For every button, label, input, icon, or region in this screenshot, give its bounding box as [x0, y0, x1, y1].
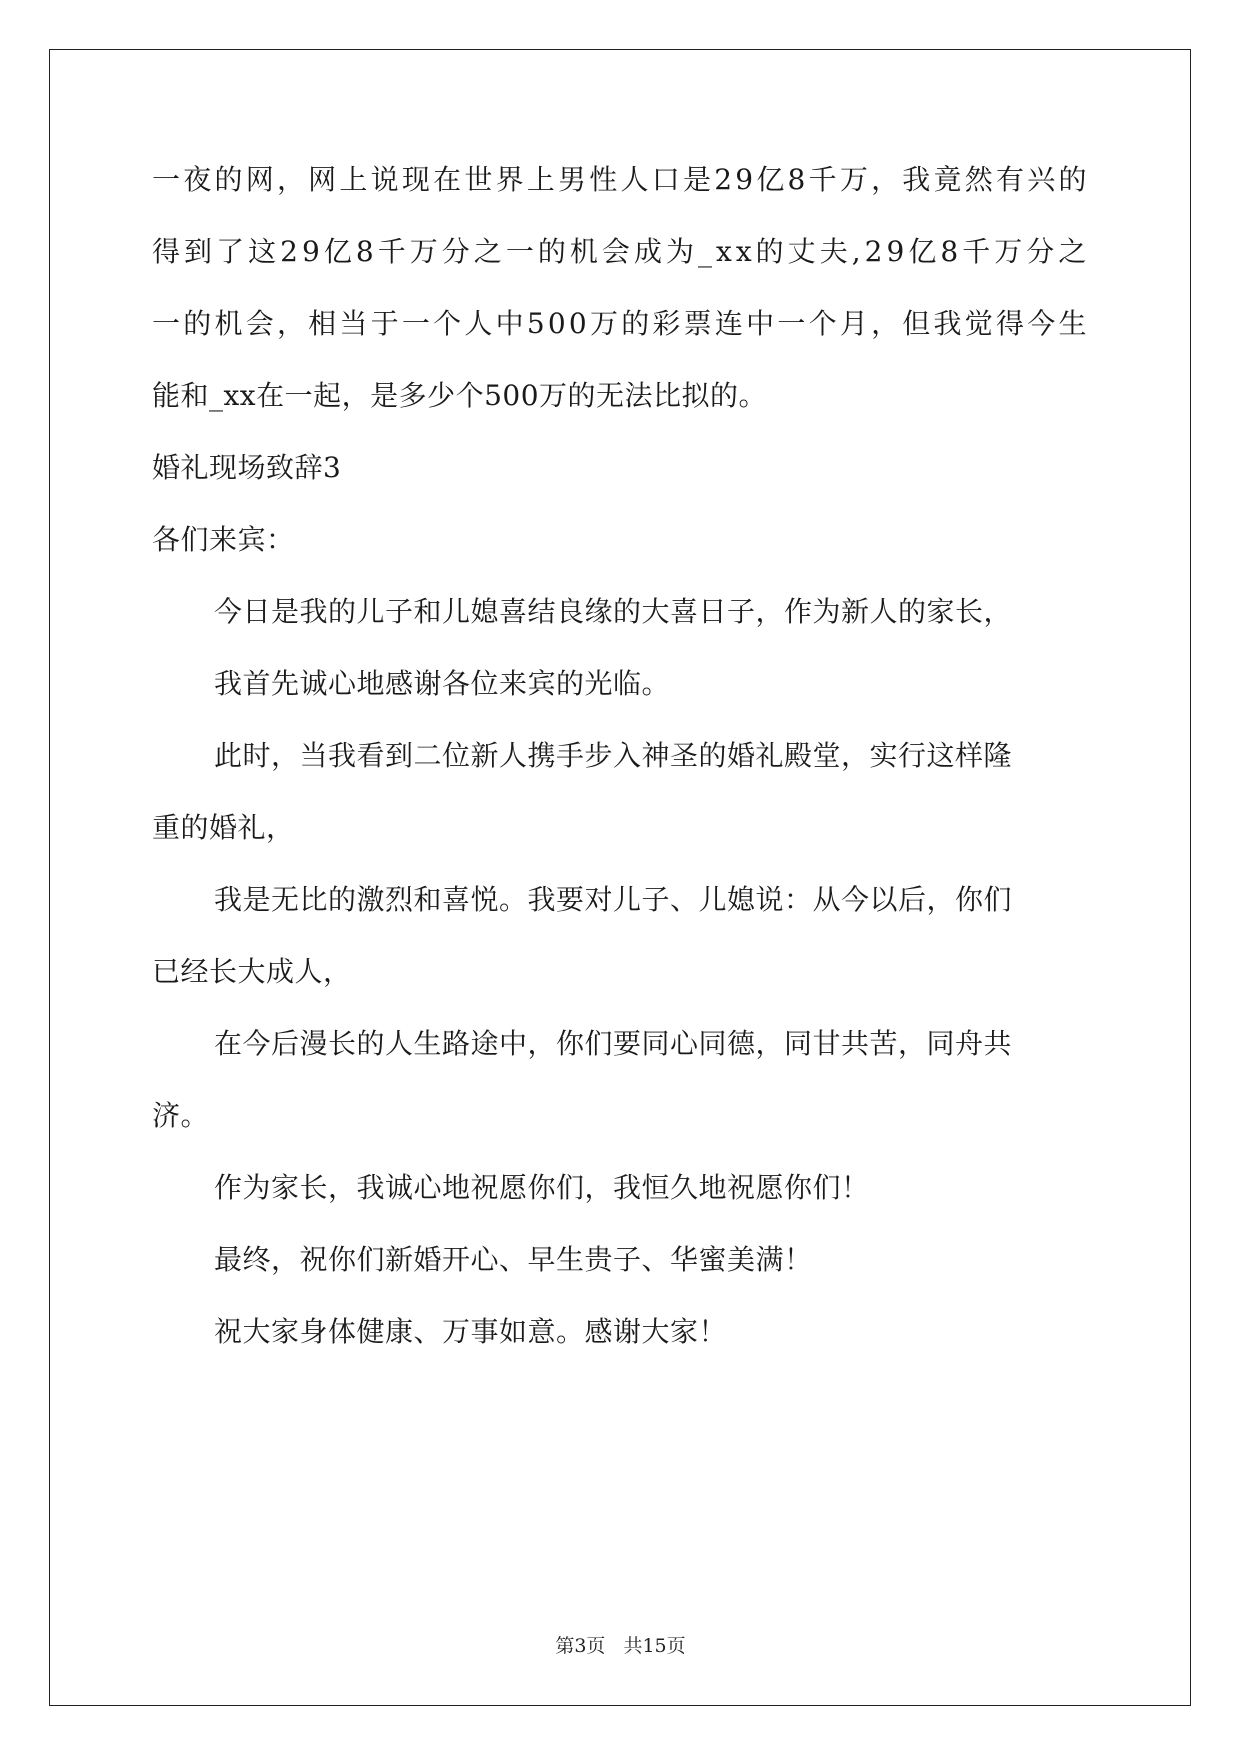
body-line: 济。: [152, 1099, 210, 1132]
body-line: 重的婚礼，: [152, 811, 295, 844]
section-title: 婚礼现场致辞3: [152, 451, 342, 484]
body-line: 今日是我的儿子和儿媳喜结良缘的大喜日子，作为新人的家长，: [214, 595, 1013, 628]
body-line: 此时，当我看到二位新人携手步入神圣的婚礼殿堂，实行这样隆: [214, 739, 1013, 772]
paragraph-line: 一 夜 的 网 ， 网 上 说 现 在 世 界 上 男 性 人 口 是 2 9 亿 8 千 万 ， 我 竟 然 有 兴 的: [152, 163, 1087, 196]
page-footer: [0, 1634, 1241, 1658]
page-number: 第3页: [555, 1635, 606, 1657]
paragraph-line: 一 的 机 会 ， 相 当 于 一 个 人 中 5 0 0 万 的 彩 票 连 中 一 个 月 ， 但 我 觉 得 今 生: [152, 307, 1087, 340]
body-line: 我首先诚心地感谢各位来宾的光临。: [214, 667, 671, 700]
body-line: 已经长大成人，: [152, 955, 352, 988]
body-line: 作为家长，我诚心地祝愿你们，我恒久地祝愿你们！: [214, 1171, 870, 1204]
paragraph-line: 得 到 了 这 2 9 亿 8 千 万 分 之 一 的 机 会 成 为 _ x x 的 丈 夫 , 2 9 亿 8 千 万 分 之: [152, 235, 1087, 268]
body-line: 我是无比的激烈和喜悦。我要对儿子、儿媳说：从今以后，你们: [214, 883, 1013, 916]
body-line: 祝大家身体健康、万事如意。感谢大家！: [214, 1315, 728, 1348]
page-border: [49, 49, 1191, 1706]
paragraph-line: 能和_xx在一起，是多少个500万的无法比拟的。: [152, 379, 768, 412]
body-line: 在今后漫长的人生路途中，你们要同心同德，同甘共苦，同舟共: [214, 1027, 1013, 1060]
body-line: 最终，祝你们新婚开心、早生贵子、华蜜美满！: [214, 1243, 813, 1276]
salutation: 各们来宾：: [152, 523, 295, 556]
page-total: 共15页: [623, 1635, 686, 1657]
